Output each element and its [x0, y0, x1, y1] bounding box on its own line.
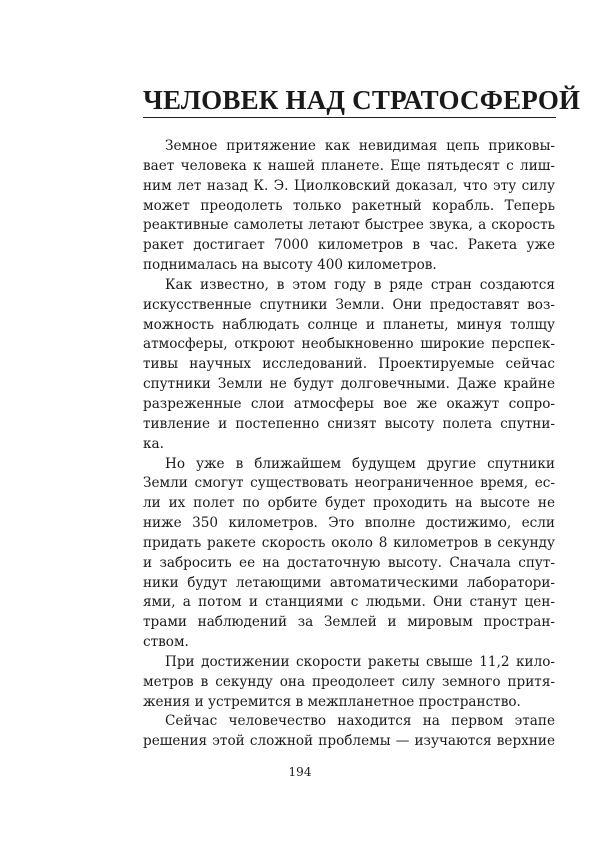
text-line: вает человека к нашей планете. Еще пятьдесят с лиш-	[143, 157, 555, 174]
text-line: жения и устремится в межпланетное пространство.	[143, 693, 521, 710]
title-rule	[143, 117, 556, 118]
body-text	[143, 137, 555, 752]
text-line: ракет достигает 7000 километров в час. Ракета уже	[143, 237, 555, 254]
text-line: атмосферы, откроют необыкновенно широкие перспек-	[143, 336, 555, 353]
text-line: можность наблюдать солнце и планеты, минуя толщу	[143, 316, 555, 333]
text-line: ями, а потом и станциями с людьми. Они станут цен-	[143, 594, 555, 611]
text-line: спутники Земли не будут долговечными. Даже крайне	[143, 376, 555, 393]
text-line: Земное притяжение как невидимая цепь приковы-	[165, 138, 555, 154]
chapter-title: ЧЕЛОВЕК НАД СТРАТОСФЕРОЙ	[143, 85, 581, 115]
text-line: и забросить ее на достаточную высоту. Сначала спут-	[143, 554, 555, 571]
text-line: ниже 350 километров. Это вполне достижимо, если	[143, 515, 555, 532]
text-line: решения этой сложной проблемы — изучаются верхние	[143, 733, 555, 750]
text-line: тивление и постепенно снизят высоту полета спутни-	[143, 415, 555, 432]
text-line: придать ракете скорость около 8 километров в секунду	[143, 534, 555, 551]
text-line: трами наблюдений за Землей и мировым простран-	[143, 614, 555, 631]
text-line: может преодолеть только ракетный корабль. Теперь	[143, 197, 555, 214]
text-line: ка.	[143, 435, 164, 452]
text-line: Но уже в ближайшем будущем другие спутники	[165, 455, 555, 472]
text-line: При достижении скорости ракеты свыше 11,2 кило-	[165, 653, 555, 670]
text-line: разреженные слои атмосферы вое же окажут сопро-	[143, 395, 555, 412]
text-line: Сейчас человечество находится на первом этапе	[165, 713, 555, 730]
text-line: Как известно, в этом году в ряде стран создаются	[165, 276, 555, 293]
text-line: ством.	[143, 634, 189, 651]
text-line: метров в секунду она преодолеет силу земного притя-	[143, 673, 555, 690]
text-line: ли их полет по орбите будет проходить на высоте не	[143, 495, 555, 512]
text-line: реактивные самолеты летают быстрее звука, а скорость	[143, 217, 555, 234]
text-line: ним лет назад К. Э. Циолковский доказал, что эту силу	[143, 177, 555, 194]
text-line: тивы научных исследований. Проектируемые сейчас	[143, 356, 555, 373]
text-line: поднималась на высоту 400 километров.	[143, 257, 437, 274]
page-number: 194	[288, 765, 312, 779]
text-line: ники будут летающими автоматическими лаборатори-	[143, 574, 555, 591]
text-line: искусственные спутники Земли. Они предоставят воз-	[143, 296, 555, 313]
text-line: Земли смогут существовать неограниченное время, ес-	[143, 475, 555, 492]
